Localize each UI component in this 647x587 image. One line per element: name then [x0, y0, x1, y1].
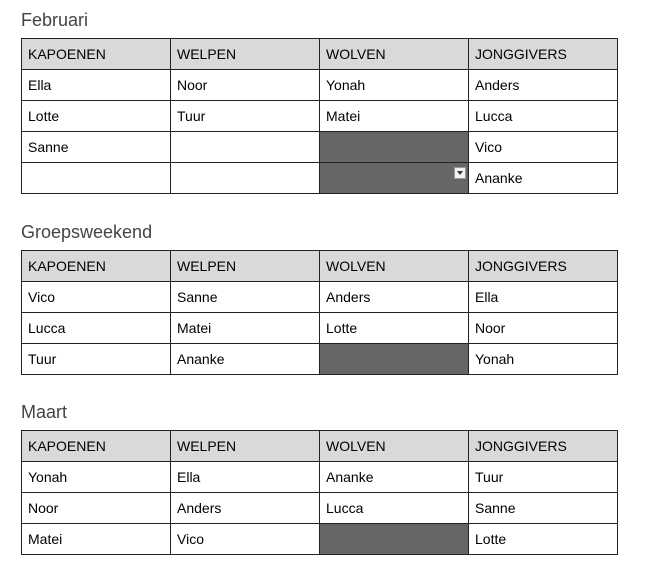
header-cell-wolven[interactable]: WOLVEN: [320, 251, 469, 282]
table-cell[interactable]: Ananke: [171, 344, 320, 375]
header-cell-welpen[interactable]: WELPEN: [171, 251, 320, 282]
table-cell-shaded[interactable]: [320, 344, 469, 375]
header-cell-jonggivers[interactable]: JONGGIVERS: [469, 431, 618, 462]
table-cell[interactable]: Lotte: [469, 524, 618, 555]
table-cell[interactable]: Vico: [22, 282, 171, 313]
table-row: [22, 101, 618, 132]
table-row: [22, 313, 618, 344]
table-cell[interactable]: Yonah: [469, 344, 618, 375]
header-cell-wolven[interactable]: WOLVEN: [320, 431, 469, 462]
table-cell[interactable]: Sanne: [469, 493, 618, 524]
table-cell[interactable]: Anders: [469, 70, 618, 101]
table-cell[interactable]: Noor: [469, 313, 618, 344]
table-cell[interactable]: Tuur: [22, 344, 171, 375]
table-cell[interactable]: Matei: [22, 524, 171, 555]
table-cell[interactable]: [171, 163, 320, 194]
table-cell[interactable]: Tuur: [469, 462, 618, 493]
table-cell[interactable]: [22, 163, 171, 194]
table-cell-shaded[interactable]: [320, 132, 469, 163]
table-cell[interactable]: Ananke: [469, 163, 618, 194]
table-cell-shaded[interactable]: [320, 524, 469, 555]
table-row: [22, 493, 618, 524]
header-cell-jonggivers[interactable]: JONGGIVERS: [469, 251, 618, 282]
table-cell[interactable]: Vico: [469, 132, 618, 163]
header-cell-welpen[interactable]: WELPEN: [171, 39, 320, 70]
table-cell[interactable]: Yonah: [22, 462, 171, 493]
table-row: [22, 132, 618, 163]
section-title: Maart: [21, 402, 68, 422]
table-cell[interactable]: Lotte: [22, 101, 171, 132]
table-cell[interactable]: Lotte: [320, 313, 469, 344]
section-februari: [21, 8, 618, 194]
header-cell-welpen[interactable]: WELPEN: [171, 431, 320, 462]
section-title: Februari: [21, 10, 89, 30]
header-cell-wolven[interactable]: WOLVEN: [320, 39, 469, 70]
section-groepsweekend: [21, 220, 618, 375]
table-cell[interactable]: Sanne: [171, 282, 320, 313]
table-cell[interactable]: Noor: [22, 493, 171, 524]
table-row: [22, 163, 618, 194]
section-maart: [21, 400, 618, 555]
table-header-row: [22, 251, 618, 282]
table-row: [22, 462, 618, 493]
table-cell[interactable]: Lucca: [320, 493, 469, 524]
table-cell[interactable]: Ella: [469, 282, 618, 313]
table-cell[interactable]: [171, 132, 320, 163]
table-cell[interactable]: Lucca: [469, 101, 618, 132]
table-cell[interactable]: Ella: [22, 70, 171, 101]
header-cell-kapoenen[interactable]: KAPOENEN: [22, 39, 171, 70]
table-cell[interactable]: Anders: [320, 282, 469, 313]
table-row: [22, 344, 618, 375]
table-cell-shaded-dropdown[interactable]: [320, 163, 469, 194]
schedule-table: [21, 38, 618, 194]
table-cell[interactable]: Ella: [171, 462, 320, 493]
table-cell[interactable]: Lucca: [22, 313, 171, 344]
schedule-table: [21, 250, 618, 375]
header-cell-kapoenen[interactable]: KAPOENEN: [22, 251, 171, 282]
table-cell[interactable]: Anders: [171, 493, 320, 524]
section-title: Groepsweekend: [21, 222, 153, 242]
table-cell[interactable]: Matei: [171, 313, 320, 344]
table-cell[interactable]: Yonah: [320, 70, 469, 101]
header-cell-kapoenen[interactable]: KAPOENEN: [22, 431, 171, 462]
table-cell[interactable]: Matei: [320, 101, 469, 132]
table-row: [22, 282, 618, 313]
table-cell[interactable]: Ananke: [320, 462, 469, 493]
table-row: [22, 524, 618, 555]
table-cell[interactable]: Vico: [171, 524, 320, 555]
table-row: [22, 70, 618, 101]
table-header-row: [22, 431, 618, 462]
table-header-row: [22, 39, 618, 70]
table-cell[interactable]: Tuur: [171, 101, 320, 132]
schedule-table: [21, 430, 618, 555]
chevron-down-icon[interactable]: [454, 167, 466, 179]
table-cell[interactable]: Noor: [171, 70, 320, 101]
table-cell[interactable]: Sanne: [22, 132, 171, 163]
header-cell-jonggivers[interactable]: JONGGIVERS: [469, 39, 618, 70]
